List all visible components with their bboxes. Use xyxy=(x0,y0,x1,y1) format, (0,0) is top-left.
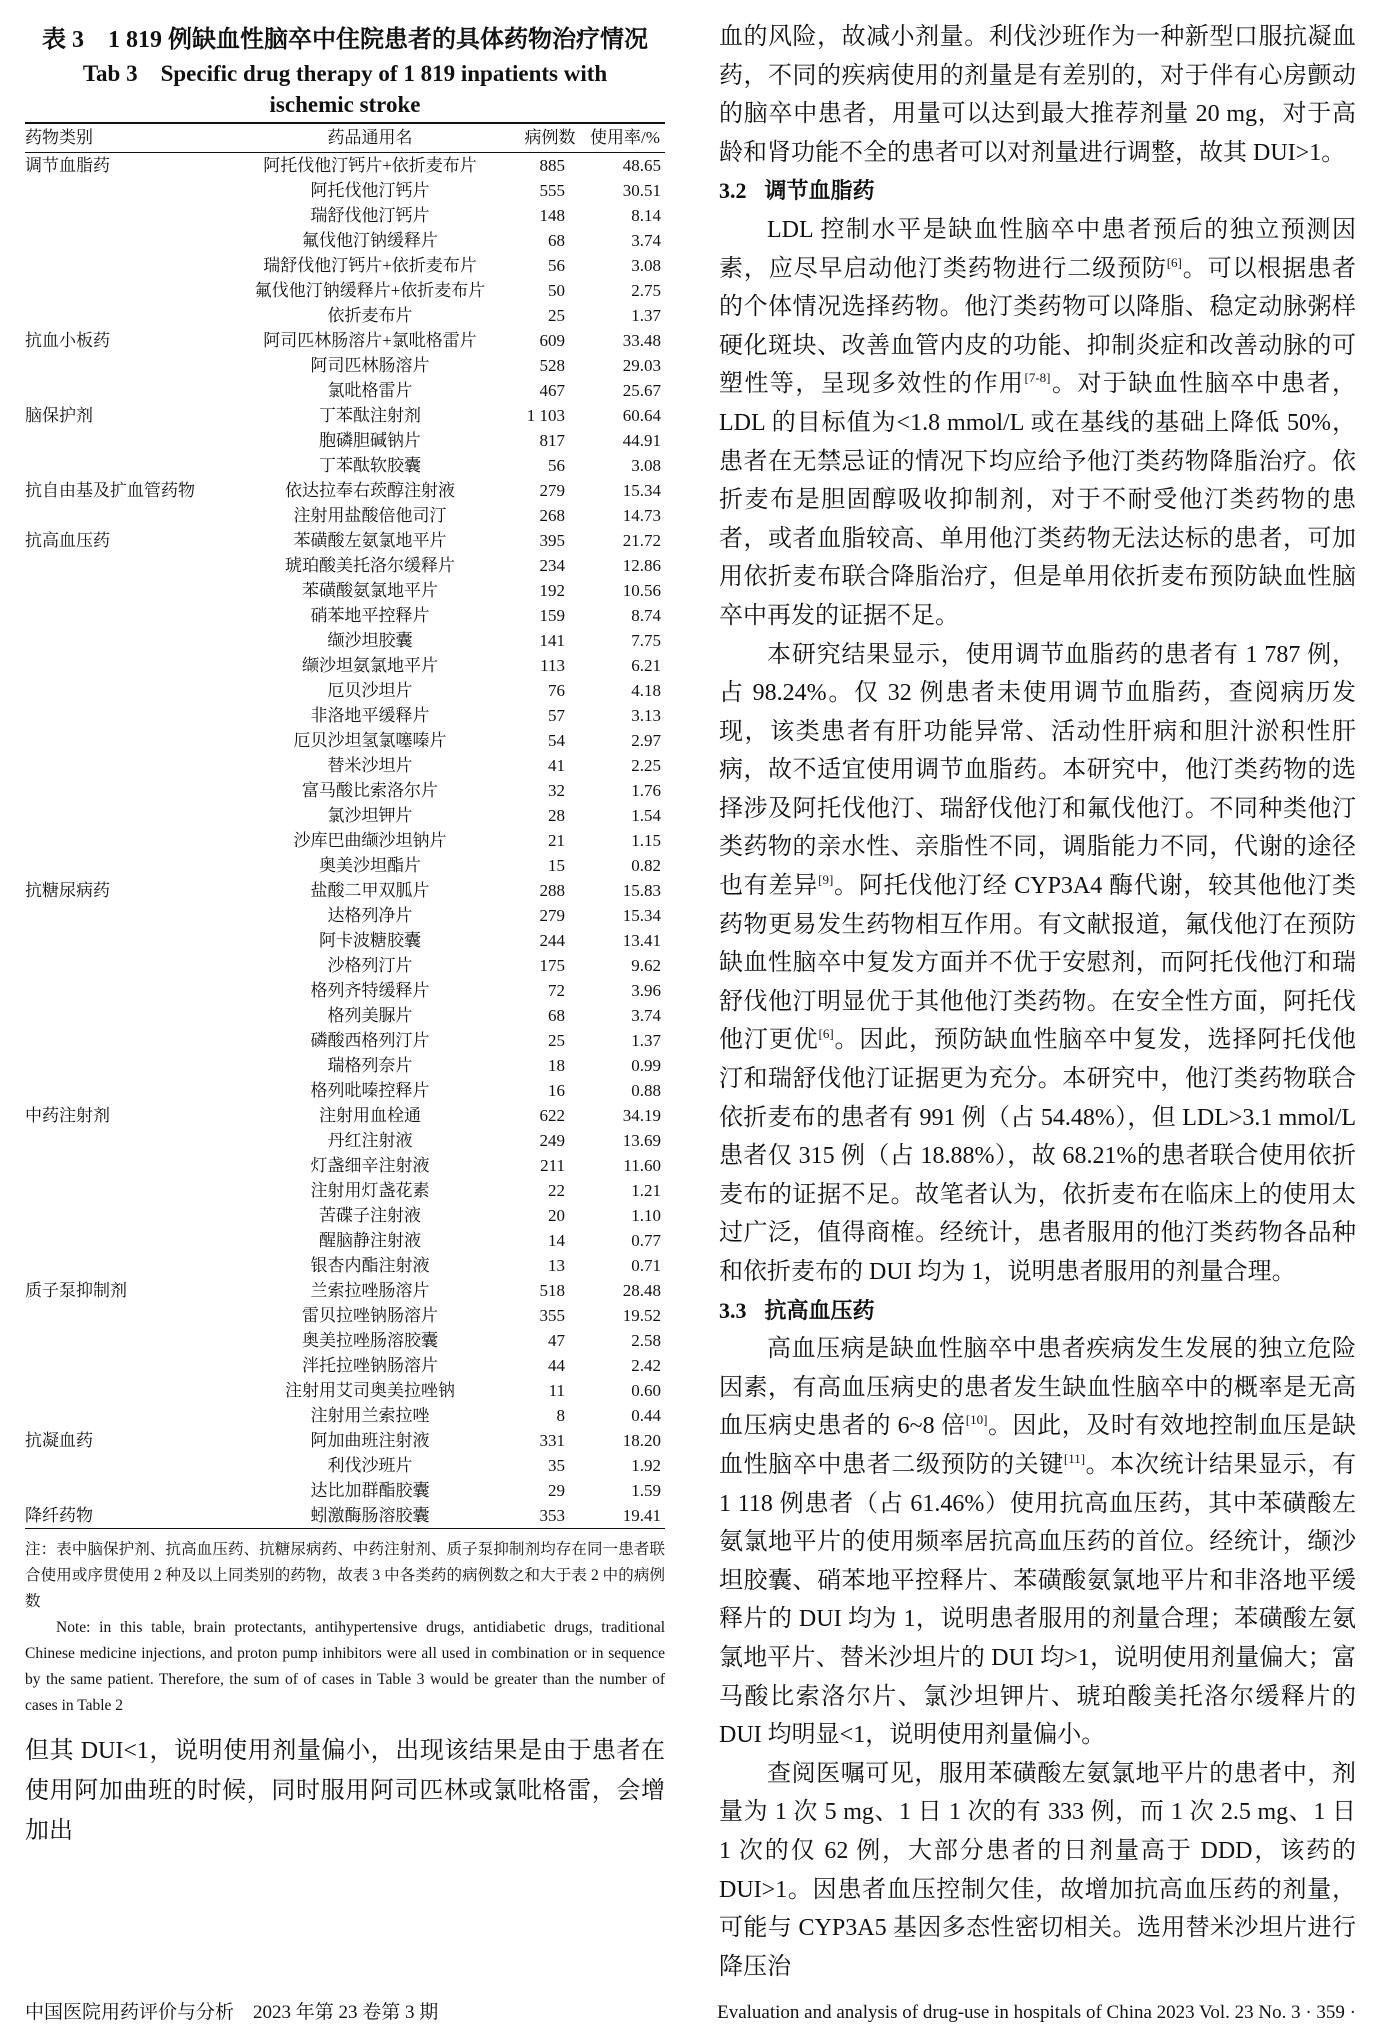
table-row xyxy=(25,1428,665,1453)
cell-drug-name: 注射用灯盏花素 xyxy=(310,1181,430,1200)
cell-drug-name: 注射用兰索拉唑 xyxy=(310,1406,430,1425)
table-row xyxy=(25,453,665,478)
cell-usage-rate: 21.72 xyxy=(622,531,661,550)
cell-case-count: 234 xyxy=(539,556,565,575)
cell-usage-rate: 0.82 xyxy=(631,856,661,875)
cell-case-count: 518 xyxy=(539,1281,565,1300)
text: 。对于缺血性脑卒中患者，LDL 的目标值为<1.8 mmol/L 或在基线的基础上降低 50%，患者在无禁忌证的情况下均应给予他汀类药物降脂治疗。依折麦布是胆固醇吸收抑制剂，对于不耐受他汀类药物的患者，或者血脂较高、单用他汀类药物无法达标的患者，可加用依折麦布联合降脂治疗，但是单用依折麦布预防缺血性脑卒中再发的证据不足。 xyxy=(719,371,1356,629)
section-title: 抗高血压药 xyxy=(764,1297,875,1323)
section-title: 调节血脂药 xyxy=(764,178,875,204)
cell-usage-rate: 4.18 xyxy=(631,681,661,700)
cell-case-count: 54 xyxy=(548,731,565,750)
cell-drug-name: 丁苯酞软胶囊 xyxy=(319,456,421,475)
citation: [6] xyxy=(818,1026,834,1042)
cell-usage-rate: 19.52 xyxy=(622,1306,661,1325)
table-row xyxy=(25,553,665,578)
table-row xyxy=(25,1103,665,1128)
table-row xyxy=(25,1303,665,1328)
cell-usage-rate: 0.77 xyxy=(631,1231,661,1250)
cell-drug-category: 抗自由基及扩血管药物 xyxy=(25,481,195,500)
cell-usage-rate: 2.42 xyxy=(631,1356,661,1375)
cell-case-count: 175 xyxy=(539,956,565,975)
cell-usage-rate: 15.83 xyxy=(622,881,661,900)
cell-usage-rate: 34.19 xyxy=(622,1106,661,1125)
cell-case-count: 8 xyxy=(556,1406,565,1425)
cell-case-count: 192 xyxy=(539,581,565,600)
cell-drug-name: 氯沙坦钾片 xyxy=(327,806,413,825)
table-row xyxy=(25,628,665,653)
cell-usage-rate: 48.65 xyxy=(622,156,661,175)
cell-drug-name: 瑞舒伐他汀钙片 xyxy=(310,206,430,225)
table-row xyxy=(25,753,665,778)
table-row xyxy=(25,178,665,203)
cell-case-count: 76 xyxy=(548,681,565,700)
cell-usage-rate: 15.34 xyxy=(622,481,661,500)
cell-drug-name: 苯磺酸左氨氯地平片 xyxy=(293,531,447,550)
cell-drug-name: 苯磺酸氨氯地平片 xyxy=(302,581,438,600)
table-row xyxy=(25,603,665,628)
cell-drug-name: 瑞格列奈片 xyxy=(327,1056,413,1075)
header-usage-rate: 使用率/% xyxy=(590,128,660,147)
cell-drug-name: 注射用盐酸倍他司汀 xyxy=(293,506,447,525)
table-row xyxy=(25,203,665,228)
cell-usage-rate: 14.73 xyxy=(622,506,661,525)
cell-case-count: 355 xyxy=(539,1306,565,1325)
text: 。阿托伐他汀经 CYP3A4 酶代谢，较其他他汀类药物更易发生药物相互作用。有文献报道，氟伐他汀在预防缺血性脑卒中复发方面并不优于安慰剂，而阿托伐他汀和瑞舒伐他汀明显优于其他他汀类药物。在安全性方面，阿托伐他汀更优 xyxy=(719,873,1357,1054)
table-row xyxy=(25,1128,665,1153)
cell-case-count: 72 xyxy=(548,981,565,1000)
paragraph xyxy=(719,211,1356,636)
cell-case-count: 279 xyxy=(539,906,565,925)
cell-drug-name: 泮托拉唑钠肠溶片 xyxy=(302,1356,438,1375)
cell-usage-rate: 8.14 xyxy=(631,206,661,225)
table-row xyxy=(25,1403,665,1428)
table-row xyxy=(25,1378,665,1403)
table-row xyxy=(25,678,665,703)
cell-drug-name: 格列美脲片 xyxy=(327,1006,413,1025)
footer-journal-en: Evaluation and analysis of drug-use in hospitals of China 2023 Vol. 23 No. 3 · 359 · xyxy=(717,2002,1356,2024)
cell-drug-name: 阿托伐他汀钙片+依折麦布片 xyxy=(263,156,477,175)
table-row xyxy=(25,403,665,428)
cell-case-count: 22 xyxy=(548,1181,565,1200)
right-column xyxy=(719,18,1356,1986)
cell-drug-category: 脑保护剂 xyxy=(25,406,93,425)
cell-drug-name: 阿司匹林肠溶片 xyxy=(310,356,430,375)
cell-drug-name: 达比加群酯胶囊 xyxy=(310,1481,430,1500)
cell-case-count: 1 103 xyxy=(526,406,565,425)
cell-drug-name: 醒脑静注射液 xyxy=(319,1231,421,1250)
citation: [11] xyxy=(1063,1450,1086,1466)
cell-drug-name: 沙格列汀片 xyxy=(327,956,413,975)
cell-drug-name: 琥珀酸美托洛尔缓释片 xyxy=(285,556,455,575)
cell-case-count: 16 xyxy=(548,1081,565,1100)
cell-case-count: 15 xyxy=(548,856,565,875)
cell-case-count: 395 xyxy=(539,531,565,550)
table-row xyxy=(25,653,665,678)
cell-drug-name: 阿托伐他汀钙片 xyxy=(310,181,430,200)
table-row xyxy=(25,353,665,378)
cell-case-count: 609 xyxy=(539,331,565,350)
cell-case-count: 25 xyxy=(548,306,565,325)
cell-case-count: 141 xyxy=(539,631,565,650)
table-note-en: Note: in this table, brain protectants, antihypertensive drugs, antidiabetic drugs, traditional Chinese medicine injections, and proton pump inhibitors were all used in combination or in sequence by the same patient. Therefore, the sum of of cases in Table 3 would be greater than the number of cases in Table 2 xyxy=(25,1619,665,1714)
table-row xyxy=(25,578,665,603)
cell-drug-name: 苦碟子注射液 xyxy=(319,1206,421,1225)
table-title-cn: 表 3 1 819 例缺血性脑卒中住院患者的具体药物治疗情况 xyxy=(42,27,648,53)
cell-drug-name: 灯盏细辛注射液 xyxy=(310,1156,430,1175)
table-row xyxy=(25,303,665,328)
cell-drug-name: 沙库巴曲缬沙坦钠片 xyxy=(293,831,447,850)
cell-usage-rate: 1.15 xyxy=(631,831,661,850)
cell-case-count: 47 xyxy=(548,1331,565,1350)
header-case-count: 病例数 xyxy=(524,128,576,147)
table-row xyxy=(25,928,665,953)
table-row xyxy=(25,428,665,453)
cell-case-count: 41 xyxy=(548,756,565,775)
cell-drug-name: 富马酸比索洛尔片 xyxy=(302,781,438,800)
table-row xyxy=(25,878,665,903)
cell-usage-rate: 3.08 xyxy=(631,456,661,475)
table-row xyxy=(25,1053,665,1078)
cell-drug-name: 奥美拉唑肠溶胶囊 xyxy=(302,1331,438,1350)
cell-drug-name: 银杏内酯注射液 xyxy=(310,1256,430,1275)
cell-usage-rate: 15.34 xyxy=(622,906,661,925)
citation: [7-8] xyxy=(1024,370,1051,386)
cell-case-count: 28 xyxy=(548,806,565,825)
section-heading-3-3 xyxy=(719,1292,1356,1331)
cell-drug-name: 缬沙坦胶囊 xyxy=(327,631,413,650)
cell-usage-rate: 3.74 xyxy=(631,231,661,250)
table-row xyxy=(25,1028,665,1053)
cell-drug-name: 氟伐他汀钠缓释片 xyxy=(302,231,438,250)
table-row xyxy=(25,703,665,728)
cell-usage-rate: 8.74 xyxy=(631,606,661,625)
table-row xyxy=(25,953,665,978)
cell-usage-rate: 2.97 xyxy=(631,731,661,750)
cell-usage-rate: 13.41 xyxy=(622,931,661,950)
cell-drug-name: 格列吡嗪控释片 xyxy=(310,1081,430,1100)
table-header-row xyxy=(25,124,665,153)
cell-usage-rate: 1.76 xyxy=(631,781,661,800)
cell-usage-rate: 2.25 xyxy=(631,756,661,775)
table-row xyxy=(25,803,665,828)
cell-case-count: 21 xyxy=(548,831,565,850)
table-row xyxy=(25,1178,665,1203)
cell-drug-name: 氟伐他汀钠缓释片+依折麦布片 xyxy=(254,281,486,300)
table-notes xyxy=(25,1537,665,1719)
table-row xyxy=(25,978,665,1003)
citation: [6] xyxy=(1166,254,1182,270)
table-row xyxy=(25,1153,665,1178)
cell-drug-category: 调节血脂药 xyxy=(25,156,110,175)
table-row xyxy=(25,903,665,928)
cell-drug-name: 丁苯酞注射剂 xyxy=(319,406,421,425)
table-row xyxy=(25,1503,665,1528)
header-drug-name: 药品通用名 xyxy=(327,128,413,147)
table-row xyxy=(25,153,665,178)
table-row xyxy=(25,228,665,253)
cell-drug-name: 丹红注射液 xyxy=(327,1131,413,1150)
cell-drug-name: 阿司匹林肠溶片+氯吡格雷片 xyxy=(263,331,477,350)
table-title-en-line2: ischemic stroke xyxy=(269,92,421,117)
cell-usage-rate: 0.88 xyxy=(631,1081,661,1100)
paragraph xyxy=(719,636,1356,1292)
cell-case-count: 622 xyxy=(539,1106,565,1125)
cell-case-count: 57 xyxy=(548,706,565,725)
table-row xyxy=(25,1228,665,1253)
table-row xyxy=(25,503,665,528)
cell-drug-name: 依折麦布片 xyxy=(327,306,413,325)
table-row xyxy=(25,1453,665,1478)
cell-drug-name: 厄贝沙坦氢氯噻嗪片 xyxy=(293,731,447,750)
cell-drug-name: 缬沙坦氨氯地平片 xyxy=(302,656,438,675)
left-column-text: 但其 DUI<1，说明使用剂量偏小，出现该结果是由于患者在使用阿加曲班的时候，同时服用阿司匹林或氯吡格雷，会增加出 xyxy=(25,1738,665,1844)
cell-drug-category: 抗高血压药 xyxy=(25,531,110,550)
cell-case-count: 68 xyxy=(548,1006,565,1025)
cell-usage-rate: 0.60 xyxy=(631,1381,661,1400)
table-row xyxy=(25,1203,665,1228)
table-title-en: Tab 3 Specific drug therapy of 1 819 inpatients with xyxy=(82,61,608,86)
cell-drug-name: 替米沙坦片 xyxy=(327,756,413,775)
header-drug-category: 药物类别 xyxy=(25,128,93,147)
cell-usage-rate: 1.21 xyxy=(631,1181,661,1200)
cell-usage-rate: 28.48 xyxy=(622,1281,661,1300)
cell-case-count: 68 xyxy=(548,231,565,250)
text: 。因此，预防缺血性脑卒中复发，选择阿托伐他汀和瑞舒伐他汀证据更为充分。本研究中，他汀类药物联合依折麦布的患者有 991 例（占 54.48%），但 LDL>3.1 mmol/L 患者仅 315 例（占 18.88%），故 68.21%的患者联合使用依折麦布的证据不足。故笔者认为，依折麦布在临床上的使用太过广泛，值得商榷。经统计，患者服用的他汀类药物各品种和依折麦布的 DUI 均为 1，说明患者服用的剂量合理。 xyxy=(719,1027,1357,1285)
cell-case-count: 528 xyxy=(539,356,565,375)
cell-drug-name: 达格列净片 xyxy=(327,906,413,925)
cell-drug-name: 兰索拉唑肠溶片 xyxy=(310,1281,430,1300)
cell-drug-name: 奥美沙坦酯片 xyxy=(319,856,421,875)
cell-usage-rate: 25.67 xyxy=(622,381,661,400)
text: 。因此，及时有效地控制血压是缺血性脑卒中患者二级预防的关键 xyxy=(719,1413,1357,1478)
table-row xyxy=(25,1253,665,1278)
page-footer xyxy=(25,2000,1356,2026)
cell-case-count: 288 xyxy=(539,881,565,900)
cell-usage-rate: 2.58 xyxy=(631,1331,661,1350)
cell-usage-rate: 0.99 xyxy=(631,1056,661,1075)
table-row xyxy=(25,328,665,353)
table-row xyxy=(25,1278,665,1303)
cell-usage-rate: 44.91 xyxy=(622,431,661,450)
cell-case-count: 32 xyxy=(548,781,565,800)
cell-usage-rate: 18.20 xyxy=(622,1431,661,1450)
cell-usage-rate: 6.21 xyxy=(631,656,661,675)
cell-usage-rate: 9.62 xyxy=(631,956,661,975)
cell-drug-category: 抗血小板药 xyxy=(25,331,110,350)
cell-drug-name: 氯吡格雷片 xyxy=(327,381,413,400)
cell-case-count: 555 xyxy=(539,181,565,200)
cell-drug-name: 硝苯地平控释片 xyxy=(310,606,430,625)
cell-case-count: 249 xyxy=(539,1131,565,1150)
cell-case-count: 56 xyxy=(548,456,565,475)
cell-usage-rate: 12.86 xyxy=(622,556,661,575)
table-note-cn: 注：表中脑保护剂、抗高血压药、抗糖尿病药、中药注射剂、质子泵抑制剂均存在同一患者联合使用或序贯使用 2 种及以上同类别的药物，故表 3 中各类药的病例数之和大于表 2 中的病例数 xyxy=(25,1541,665,1610)
cell-drug-category: 降纤药物 xyxy=(25,1506,93,1525)
cell-case-count: 35 xyxy=(548,1456,565,1475)
cell-case-count: 18 xyxy=(548,1056,565,1075)
table-row xyxy=(25,253,665,278)
cell-drug-name: 注射用血栓通 xyxy=(319,1106,421,1125)
cell-usage-rate: 3.74 xyxy=(631,1006,661,1025)
cell-drug-name: 雷贝拉唑钠肠溶片 xyxy=(302,1306,438,1325)
cell-drug-name: 胞磷胆碱钠片 xyxy=(319,431,421,450)
section-number: 3.3 xyxy=(719,1297,747,1323)
paragraph xyxy=(719,1330,1356,1755)
text: 本研究结果显示，使用调节血脂药的患者有 1 787 例，占 98.24%。仅 32 例患者未使用调节血脂药，查阅病历发现，该类患者有肝功能异常、活动性肝病和胆汁淤积性肝病，故不适宜使用调节血脂药。本研究中，他汀类药物的选择涉及阿托伐他汀、瑞舒伐他汀和氟伐他汀。不同种类他汀类药物的亲水性、亲脂性不同，调脂能力不同，代谢的途径也有差异 xyxy=(719,641,1356,900)
table-row xyxy=(25,1478,665,1503)
cell-case-count: 268 xyxy=(539,506,565,525)
cell-drug-name: 蚓激酶肠溶胶囊 xyxy=(310,1506,430,1525)
cell-case-count: 353 xyxy=(539,1506,565,1525)
cell-case-count: 11 xyxy=(548,1381,565,1400)
cell-case-count: 56 xyxy=(548,256,565,275)
cell-usage-rate: 1.10 xyxy=(631,1206,661,1225)
cell-case-count: 885 xyxy=(539,156,565,175)
cell-usage-rate: 3.13 xyxy=(631,706,661,725)
cell-case-count: 44 xyxy=(548,1356,565,1375)
text: LDL 控制水平是缺血性脑卒中患者预后的独立预测因素，应尽早启动他汀类药物进行二级预防 xyxy=(719,216,1356,282)
cell-drug-category: 中药注射剂 xyxy=(25,1106,110,1125)
text: 。可以根据患者的个体情况选择药物。他汀类药物可以降脂、稳定动脉粥样硬化斑块、改善血管内皮的功能、抑制炎症和改善动脉的可塑性等，呈现多效性的作用 xyxy=(719,255,1357,398)
cell-case-count: 148 xyxy=(539,206,565,225)
cell-case-count: 113 xyxy=(540,656,565,675)
table-row xyxy=(25,778,665,803)
cell-drug-name: 非洛地平缓释片 xyxy=(310,706,430,725)
cell-case-count: 211 xyxy=(540,1156,565,1175)
section-heading-3-2 xyxy=(719,172,1356,211)
cell-drug-category: 抗凝血药 xyxy=(25,1431,93,1450)
cell-drug-name: 瑞舒伐他汀钙片+依折麦布片 xyxy=(263,256,477,275)
cell-drug-name: 盐酸二甲双胍片 xyxy=(310,881,430,900)
cell-case-count: 331 xyxy=(539,1431,565,1450)
cell-usage-rate: 60.64 xyxy=(622,406,661,425)
cell-usage-rate: 1.92 xyxy=(631,1456,661,1475)
cell-drug-name: 注射用艾司奥美拉唑钠 xyxy=(285,1381,455,1400)
citation: [10] xyxy=(965,1412,988,1428)
cell-usage-rate: 29.03 xyxy=(622,356,661,375)
drug-therapy-table xyxy=(25,122,665,1529)
cell-case-count: 817 xyxy=(539,431,565,450)
table-row xyxy=(25,478,665,503)
cell-usage-rate: 10.56 xyxy=(622,581,661,600)
cell-drug-name: 依达拉奉右莰醇注射液 xyxy=(285,481,455,500)
section-number: 3.2 xyxy=(719,178,747,204)
cell-usage-rate: 7.75 xyxy=(631,631,661,650)
paragraph: 查阅医嘱可见，服用苯磺酸左氨氯地平片的患者中，剂量为 1 次 5 mg、1 日 1 次的有 333 例，而 1 次 2.5 mg、1 日 1 次的仅 62 例，大部分患者的日剂量高于 DDD，该药的 DUI>1。因患者血压控制欠佳，故增加抗高血压药的剂量，可能与 CYP3A5 基因多态性密切相关。选用替米沙坦片进行降压治 xyxy=(719,1760,1356,1980)
cell-case-count: 50 xyxy=(548,281,565,300)
table-row xyxy=(25,1328,665,1353)
cell-usage-rate: 1.37 xyxy=(631,1031,661,1050)
table-row xyxy=(25,278,665,303)
text: 高血压病是缺血性脑卒中患者疾病发生发展的独立危险因素，有高血压病史的患者发生缺血性脑卒中的概率是无高血压病史患者的 6~8 倍 xyxy=(719,1336,1356,1440)
cell-drug-category: 抗糖尿病药 xyxy=(25,881,110,900)
cell-drug-name: 阿加曲班注射液 xyxy=(310,1431,430,1450)
cell-usage-rate: 33.48 xyxy=(622,331,661,350)
cell-drug-name: 利伐沙班片 xyxy=(327,1456,413,1475)
cell-usage-rate: 13.69 xyxy=(622,1131,661,1150)
text: 。本次统计结果显示，有 1 118 例患者（占 61.46%）使用抗高血压药，其中苯磺酸左氨氯地平片的使用频率居抗高血压药的首位。经统计，缬沙坦胶囊、硝苯地平控释片、苯磺酸氨氯地平片和非洛地平缓释片的 DUI 均为 1，说明患者服用的剂量合理；苯磺酸左氨氯地平片、替米沙坦片的 DUI 均>1，说明使用剂量偏大；富马酸比索洛尔片、氯沙坦钾片、琥珀酸美托洛尔缓释片的 DUI 均明显<1，说明使用剂量偏小。 xyxy=(719,1451,1357,1749)
paragraph-continuation: 血的风险，故减小剂量。利伐沙班作为一种新型口服抗凝血药，不同的疾病使用的剂量是有差别的，对于伴有心房颤动的脑卒中患者，用量可以达到最大推荐剂量 20 mg，对于高龄和肾功能不全的患者可以对剂量进行调整，故其 DUI>1。 xyxy=(719,24,1356,166)
cell-case-count: 244 xyxy=(539,931,565,950)
cell-case-count: 29 xyxy=(548,1481,565,1500)
footer-journal-cn: 中国医院用药评价与分析 2023 年第 23 卷第 3 期 xyxy=(25,2002,439,2024)
cell-usage-rate: 0.71 xyxy=(631,1256,661,1275)
table-body xyxy=(25,153,665,1528)
table-row xyxy=(25,1353,665,1378)
cell-case-count: 20 xyxy=(548,1206,565,1225)
cell-usage-rate: 3.08 xyxy=(631,256,661,275)
left-column xyxy=(25,18,665,1986)
cell-case-count: 159 xyxy=(539,606,565,625)
cell-usage-rate: 0.44 xyxy=(631,1406,661,1425)
table-row xyxy=(25,378,665,403)
cell-case-count: 13 xyxy=(548,1256,565,1275)
cell-drug-name: 厄贝沙坦片 xyxy=(327,681,413,700)
cell-usage-rate: 1.54 xyxy=(631,806,661,825)
cell-usage-rate: 11.60 xyxy=(623,1156,661,1175)
table-row xyxy=(25,853,665,878)
table-row xyxy=(25,1078,665,1103)
cell-usage-rate: 1.37 xyxy=(631,306,661,325)
cell-usage-rate: 1.59 xyxy=(631,1481,661,1500)
cell-case-count: 279 xyxy=(539,481,565,500)
cell-usage-rate: 19.41 xyxy=(622,1506,661,1525)
cell-drug-name: 格列齐特缓释片 xyxy=(310,981,430,1000)
cell-case-count: 14 xyxy=(548,1231,565,1250)
cell-usage-rate: 2.75 xyxy=(631,281,661,300)
cell-case-count: 25 xyxy=(548,1031,565,1050)
cell-drug-category: 质子泵抑制剂 xyxy=(25,1281,127,1300)
citation: [9] xyxy=(818,872,834,888)
table-row xyxy=(25,528,665,553)
cell-drug-name: 阿卡波糖胶囊 xyxy=(319,931,421,950)
table-row xyxy=(25,828,665,853)
cell-usage-rate: 30.51 xyxy=(622,181,661,200)
cell-usage-rate: 3.96 xyxy=(631,981,661,1000)
table-row xyxy=(25,1003,665,1028)
cell-case-count: 467 xyxy=(539,381,565,400)
table-row xyxy=(25,728,665,753)
cell-drug-name: 磷酸西格列汀片 xyxy=(310,1031,430,1050)
